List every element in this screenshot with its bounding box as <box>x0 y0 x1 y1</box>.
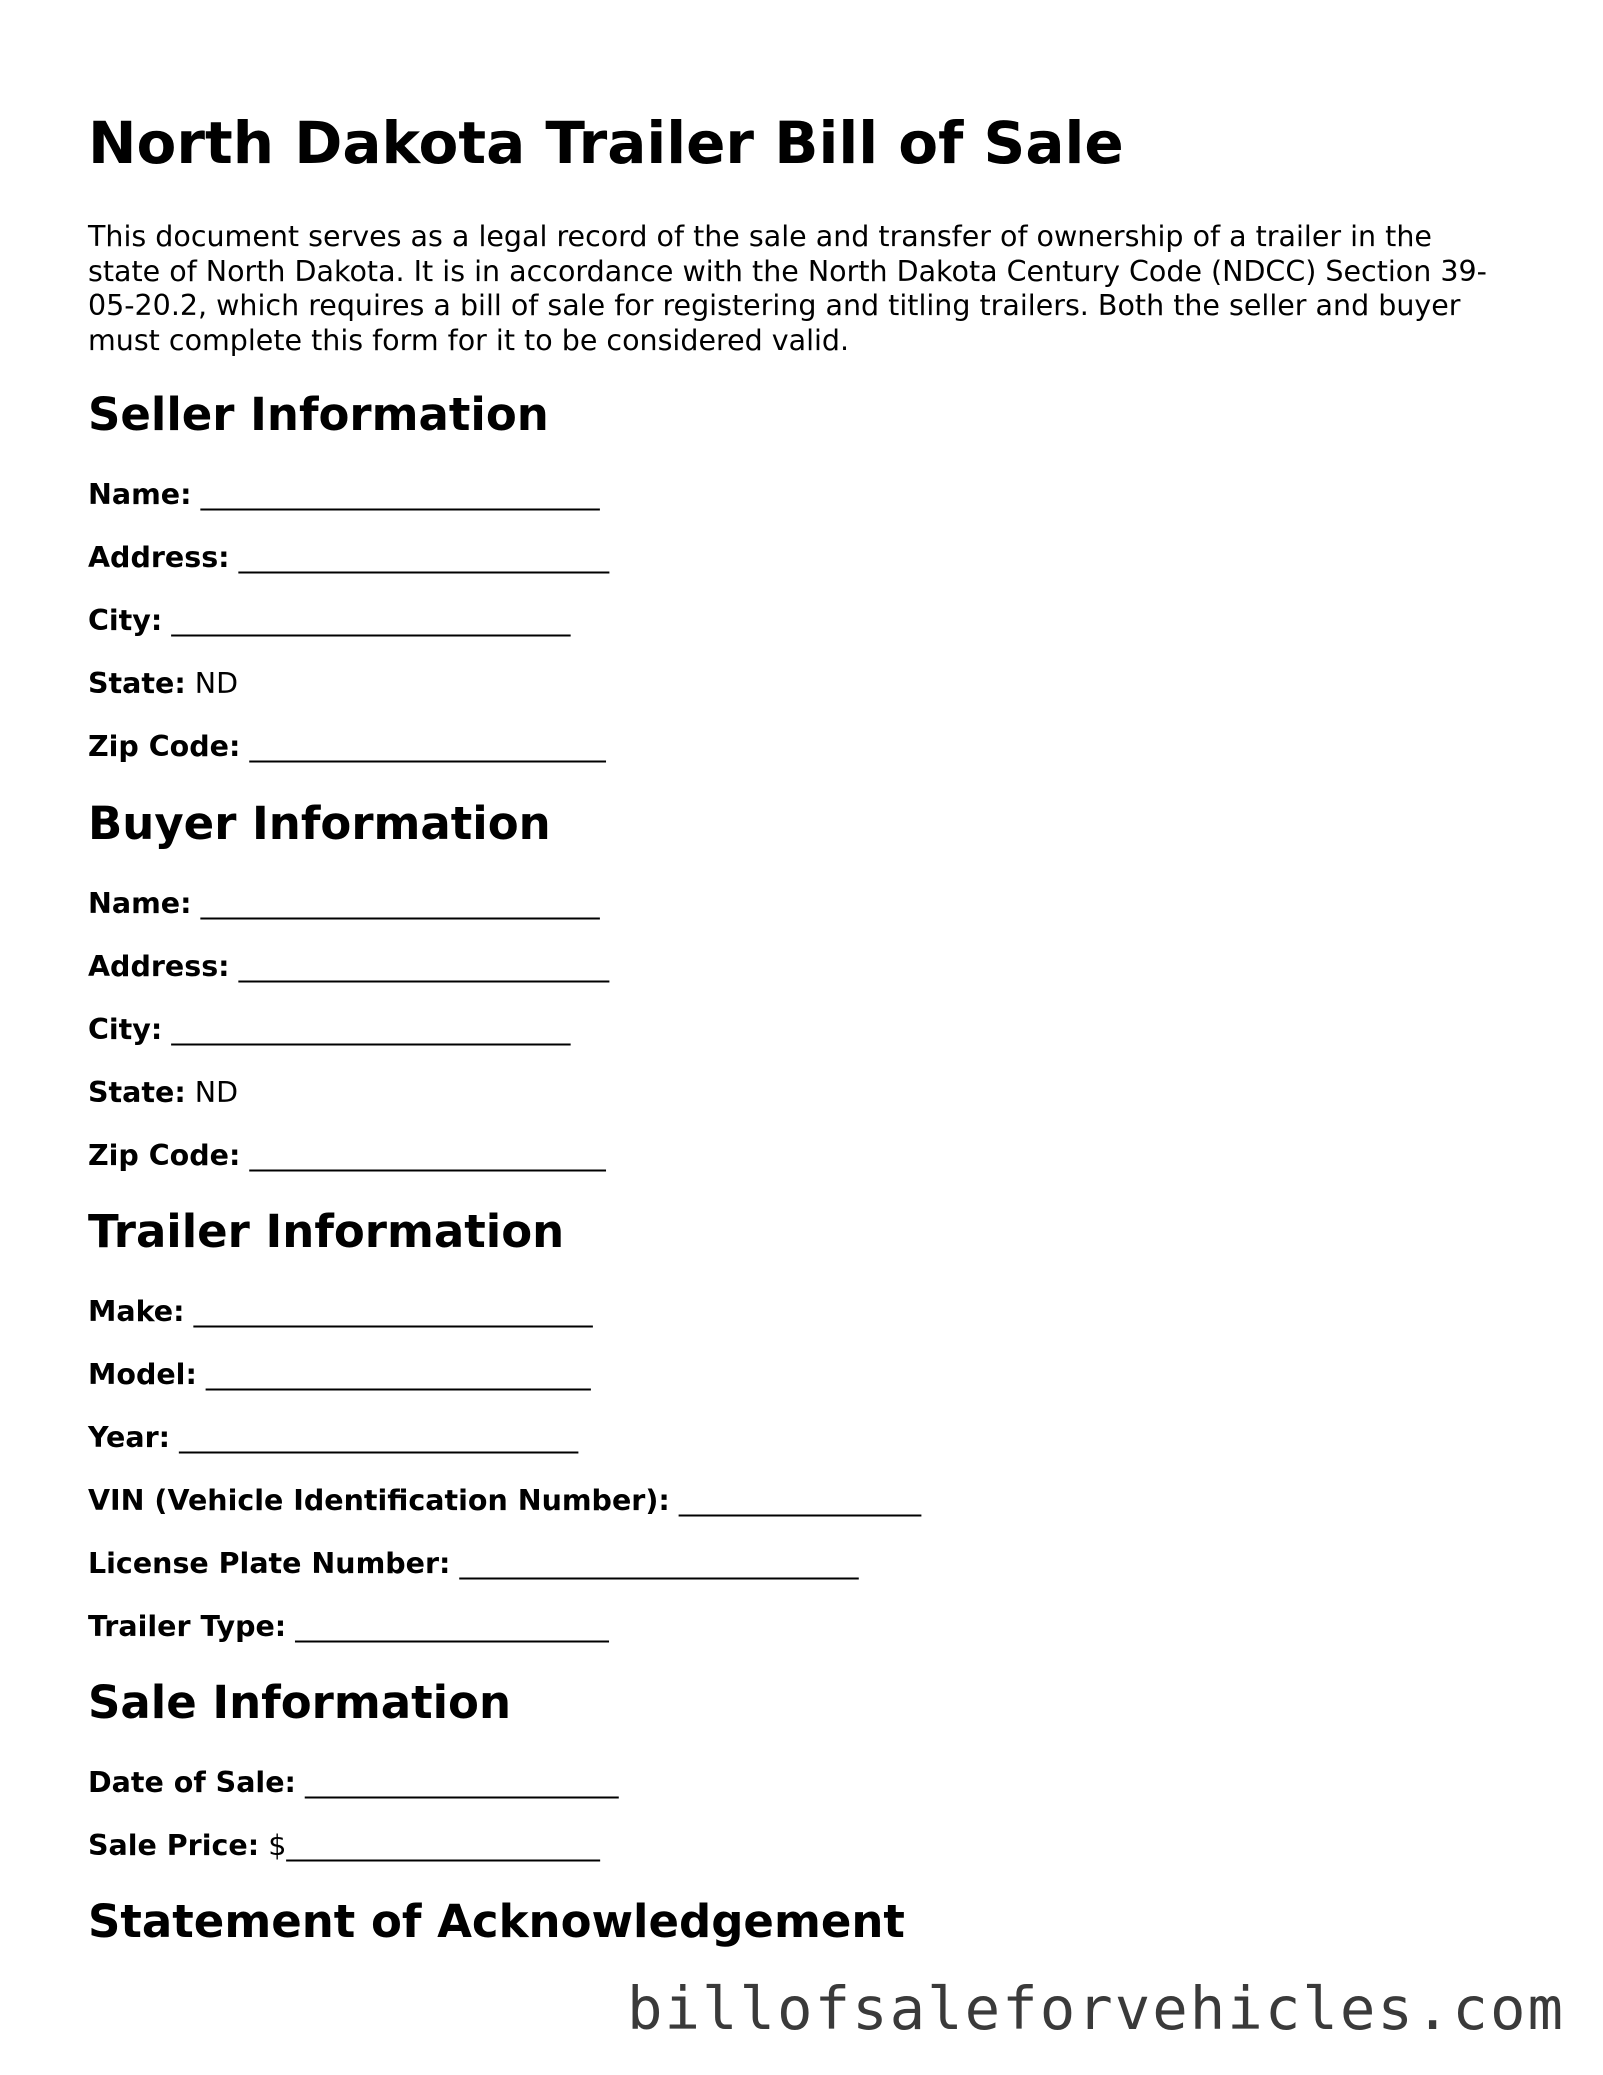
seller-zip-field[interactable] <box>88 729 606 765</box>
buyer-state-value: ND <box>194 1076 239 1109</box>
buyer-zip-blank[interactable]: _________________________ <box>249 1139 606 1172</box>
sale-date-blank[interactable]: ______________________ <box>304 1766 619 1799</box>
intro-paragraph: This document serves as a legal record of the sale and transfer of ownership of a trailer in the state of North Dakota. It is in accordance with the North Dakota Century Code (NDCC) Section 39-05-20.2, which requires a bill of sale for registering and titling trailers. Both the seller and buyer must complete this form for it to be considered valid. <box>88 220 1487 357</box>
trailer-model-field[interactable] <box>88 1357 591 1393</box>
trailer-make-label: Make: <box>88 1295 185 1328</box>
buyer-state-field <box>88 1075 238 1111</box>
document-title: North Dakota Trailer Bill of Sale <box>88 109 1124 177</box>
trailer-make-blank[interactable]: ____________________________ <box>193 1295 593 1328</box>
trailer-model-blank[interactable]: ___________________________ <box>205 1358 591 1391</box>
seller-heading: Seller Information <box>88 388 549 441</box>
seller-state-value: ND <box>194 667 239 700</box>
seller-name-blank[interactable]: ____________________________ <box>200 478 600 511</box>
buyer-city-field[interactable] <box>88 1012 570 1048</box>
seller-city-field[interactable] <box>88 603 570 639</box>
trailer-plate-field[interactable] <box>88 1546 859 1582</box>
seller-address-field[interactable] <box>88 540 609 576</box>
trailer-make-field[interactable] <box>88 1294 593 1330</box>
trailer-year-label: Year: <box>88 1421 171 1454</box>
seller-city-blank[interactable]: ____________________________ <box>171 604 571 637</box>
buyer-name-blank[interactable]: ____________________________ <box>200 887 600 920</box>
sale-date-label: Date of Sale: <box>88 1766 296 1799</box>
seller-city-label: City: <box>88 604 163 637</box>
sale-date-field[interactable] <box>88 1765 618 1801</box>
buyer-city-label: City: <box>88 1013 163 1046</box>
trailer-type-label: Trailer Type: <box>88 1610 287 1643</box>
trailer-year-field[interactable] <box>88 1420 578 1456</box>
trailer-type-field[interactable] <box>88 1609 609 1645</box>
sale-price-blank[interactable]: $______________________ <box>268 1829 600 1862</box>
seller-zip-blank[interactable]: _________________________ <box>249 730 606 763</box>
sale-price-field[interactable] <box>88 1828 600 1864</box>
trailer-year-blank[interactable]: ____________________________ <box>179 1421 579 1454</box>
buyer-address-blank[interactable]: __________________________ <box>238 950 610 983</box>
sale-price-label: Sale Price: <box>88 1829 260 1862</box>
trailer-vin-blank[interactable]: _________________ <box>678 1484 922 1517</box>
seller-address-blank[interactable]: __________________________ <box>238 541 610 574</box>
sale-heading: Sale Information <box>88 1676 511 1729</box>
seller-address-label: Address: <box>88 541 230 574</box>
watermark-text: billofsaleforvehicles.com <box>626 1974 1565 2043</box>
seller-name-field[interactable] <box>88 477 600 513</box>
trailer-type-blank[interactable]: ______________________ <box>295 1610 609 1643</box>
acknowledgement-heading: Statement of Acknowledgement <box>88 1895 905 1948</box>
buyer-zip-label: Zip Code: <box>88 1139 241 1172</box>
trailer-heading: Trailer Information <box>88 1205 565 1258</box>
buyer-name-field[interactable] <box>88 886 600 922</box>
buyer-address-field[interactable] <box>88 949 609 985</box>
buyer-name-label: Name: <box>88 887 192 920</box>
seller-state-label: State: <box>88 667 186 700</box>
buyer-state-label: State: <box>88 1076 186 1109</box>
trailer-model-label: Model: <box>88 1358 197 1391</box>
trailer-plate-blank[interactable]: ____________________________ <box>459 1547 859 1580</box>
seller-state-field <box>88 666 238 702</box>
trailer-vin-field[interactable] <box>88 1483 921 1519</box>
buyer-city-blank[interactable]: ____________________________ <box>171 1013 571 1046</box>
buyer-address-label: Address: <box>88 950 230 983</box>
seller-name-label: Name: <box>88 478 192 511</box>
trailer-plate-label: License Plate Number: <box>88 1547 451 1580</box>
trailer-vin-label: VIN (Vehicle Identification Number): <box>88 1484 670 1517</box>
buyer-zip-field[interactable] <box>88 1138 606 1174</box>
buyer-heading: Buyer Information <box>88 797 551 850</box>
seller-zip-label: Zip Code: <box>88 730 241 763</box>
